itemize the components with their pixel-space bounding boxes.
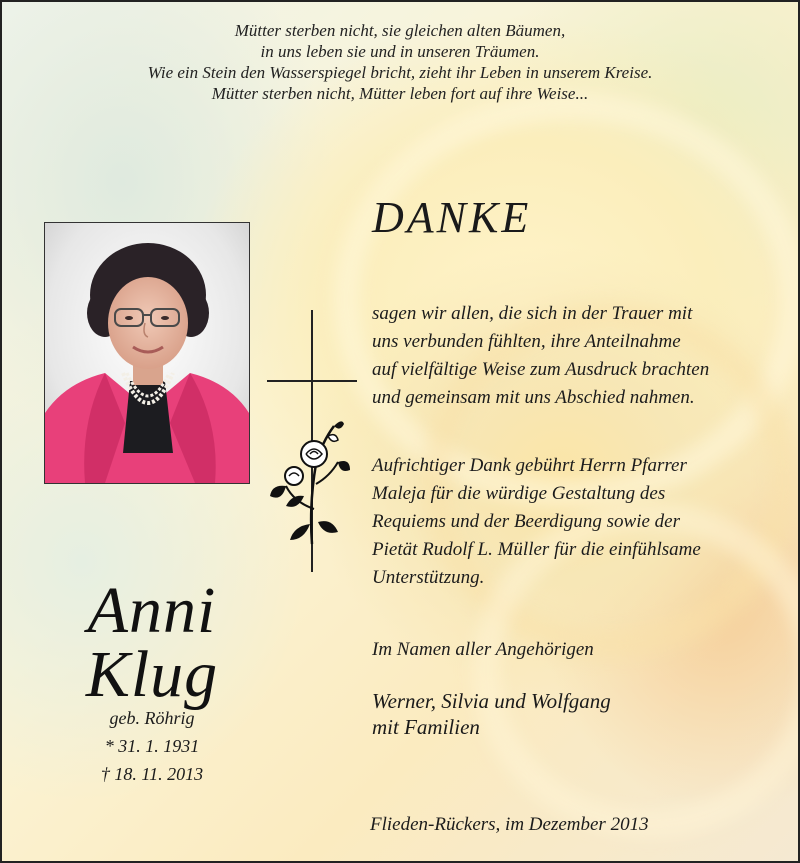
death-date: † 18. 11. 2013 [100, 764, 204, 784]
thanks-paragraph [372, 300, 709, 412]
first-name: Anni [87, 574, 217, 647]
signatory-line: mit Familien [372, 715, 480, 739]
cross-horizontal-bar [267, 380, 357, 382]
poem-line: Mütter sterben nicht, sie gleichen alten Bäumen, [234, 21, 566, 40]
poem-line: in uns leben sie und in unseren Träumen. [260, 42, 540, 61]
signatories [372, 688, 611, 740]
birth-date: * 31. 1. 1931 [104, 736, 200, 756]
last-name: Klug [85, 638, 219, 711]
maiden-name: geb. Röhrig [109, 708, 195, 728]
place-date-footer: Flieden-Rückers, im Dezember 2013 [370, 814, 649, 835]
on-behalf-text [372, 636, 594, 664]
paragraph-line: uns verbunden fühlten, ihre Anteilnahme [372, 331, 681, 352]
rose-icon [264, 414, 354, 554]
heading-danke: DANKE [372, 193, 532, 242]
portrait-illustration [45, 223, 249, 483]
paragraph-line: Maleja für die würdige Gestaltung des [372, 483, 666, 504]
paragraph-line: auf vielfältige Weise zum Ausdruck brachten [372, 359, 710, 380]
portrait-photo [44, 222, 250, 484]
on-behalf-line: Im Namen aller Angehörigen [372, 639, 594, 660]
paragraph-line: und gemeinsam mit uns Abschied nahmen. [372, 387, 695, 408]
paragraph-line: Requiems und der Beerdigung sowie der [372, 511, 680, 532]
poem [2, 20, 798, 104]
paragraph-line: Aufrichtiger Dank gebührt Herrn Pfarrer [372, 455, 687, 476]
poem-line: Wie ein Stein den Wasserspiegel bricht, zieht ihr Leben in unserem Kreise. [147, 63, 653, 82]
paragraph-line: sagen wir allen, die sich in der Trauer mit [372, 303, 693, 324]
signatory-line: Werner, Silvia und Wolfgang [372, 689, 611, 713]
poem-line: Mütter sterben nicht, Mütter leben fort auf ihre Weise... [211, 84, 589, 103]
gratitude-paragraph [372, 452, 701, 592]
paragraph-line: Pietät Rudolf L. Müller für die einfühlsame [372, 539, 701, 560]
paragraph-line: Unterstützung. [372, 567, 485, 588]
